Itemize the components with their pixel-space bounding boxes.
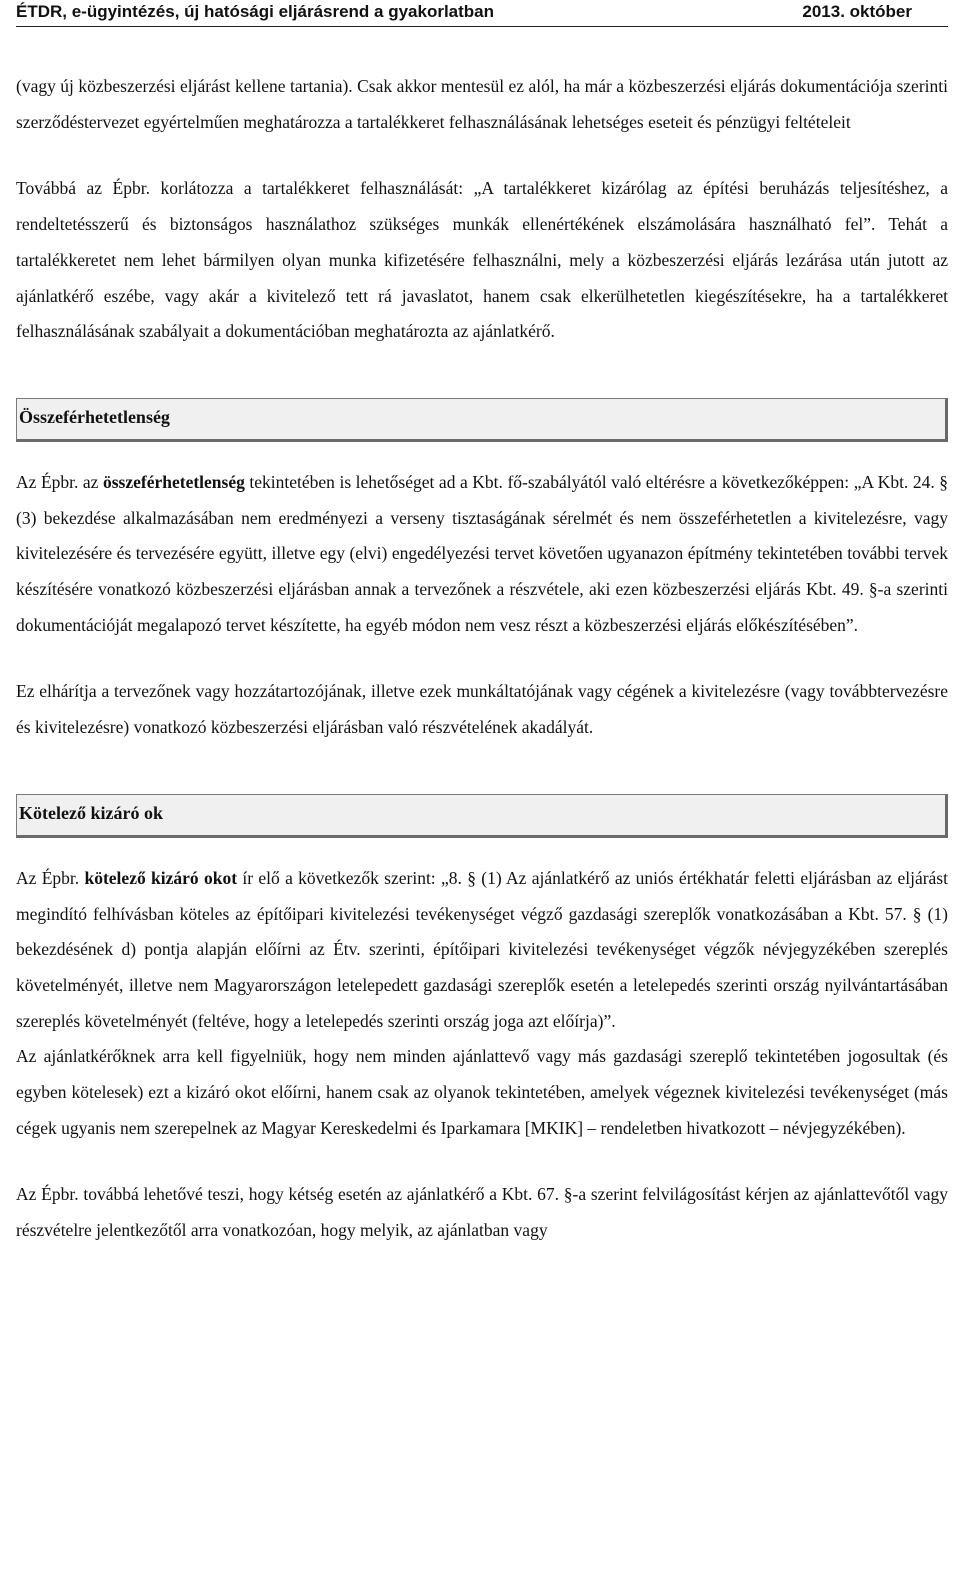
paragraph-6: Az ajánlatkérőknek arra kell figyelniük, hogy nem minden ajánlattevő vagy más gazdasági szereplő tekintetében jogosultak (és egyben kötelesek) ezt a kizáró okot előírni, hanem csak az olyanok tekintetében, amelyek végeznek kivitelezési tevékenységet (más cégek ugyanis nem szerepelnek az Magyar Kereskedelmi és Iparkamara [MKIK] – rendeletben hivatkozott – névjegyzékében). <box>16 1046 948 1138</box>
paragraph-3 <box>16 465 948 644</box>
document-body <box>16 69 948 1249</box>
paragraph-2: Továbbá az Épbr. korlátozza a tartalékkeret felhasználását: „A tartalékkeret kizárólag az építési beruházás teljesítéshez, a rendeltetésszerű és biztonságos használathoz szükséges munkák ellenértékének elszámolására használható fel”. Tehát a tartalékkeretet nem lehet bármilyen olyan munka kifizetésére felhasználni, mely a közbeszerzési eljárás lezárása után jutott az ajánlatkérő eszébe, vagy akár a kivitelező tett rá javaslatot, hanem csak elkerülhetetlen kiegészítésekre, ha a tartalékkeret felhasználásának szabályait a dokumentációban meghatározta az ajánlatkérő. <box>16 178 948 342</box>
section-heading-osszeferhetetlenseg <box>16 398 948 442</box>
paragraph-4: Ez elhárítja a tervezőnek vagy hozzátartozójának, illetve ezek munkáltatójának vagy cégének a kivitelezésre (vagy továbbtervezésre és kivitelezésre) vonatkozó közbeszerzési eljárásban való részvételének akadályát. <box>16 681 948 738</box>
page-header <box>16 0 948 27</box>
section-heading-text: Kötelező kizáró ok <box>19 802 163 823</box>
paragraph-7: Az Épbr. továbbá lehetővé teszi, hogy kétség esetén az ajánlatkérő a Kbt. 67. §-a szerint felvilágosítást kérjen az ajánlattevőtől vagy részvételre jelentkezőtől arra vonatkozóan, hogy melyik, az ajánlatban vagy <box>16 1184 948 1241</box>
paragraph-1: (vagy új közbeszerzési eljárást kellene tartania). Csak akkor mentesül ez alól, ha már a közbeszerzési eljárás dokumentációja szerinti szerződéstervezet egyértelműen meghatározza a tartalékkeret felhasználásának lehetséges eseteit és pénzügyi feltételeit <box>16 76 948 132</box>
p5-bold-term: kötelező kizáró okot <box>84 867 238 888</box>
header-title: ÉTDR, e-ügyintézés, új hatósági eljárásrend a gyakorlatban <box>16 2 495 21</box>
p5-text-a: Az Épbr. <box>16 867 85 888</box>
header-date: 2013. október <box>802 2 912 21</box>
p3-text-c: tekintetében is lehetőséget ad a Kbt. fő-szabályától való eltérésre a következőképpen: „A Kbt. 24. § (3) bekezdése alkalmazásában nem eredményezi a verseny tisztaságának sérelmét és nem összeférhetetlen a kivitelezésre, vagy kivitelezésére és tervezésére együtt, illetve egy (elvi) engedélyezési tervet követően ugyanazon építmény tekintetében további tervek készítésére vonatkozó közbeszerzési eljárásban annak a tervezőnek a részvétele, aki ezen közbeszerzési eljárás Kbt. 49. §-a szerinti dokumentációját megalapozó tervet készítette, ha egyéb módon nem vesz részt a közbeszerzési eljárás előkészítésében”. <box>16 471 949 635</box>
section-heading-text: Összeférhetetlenség <box>19 406 170 427</box>
p3-bold-term: összeférhetetlenség <box>102 471 245 492</box>
p3-text-a: Az Épbr. az <box>16 471 103 492</box>
paragraph-5 <box>16 861 948 1040</box>
p5-text-c: ír elő a következők szerint: „8. § (1) Az ajánlatkérő az uniós értékhatár feletti eljárásban az eljárást megindító felhívásban köteles az építőipari kivitelezési tevékenységet végző gazdasági szereplők vonatkozásában a Kbt. 57. § (1) bekezdésének d) pontja alapján előírni az Étv. szerinti, építőipari kivitelezési tevékenységet végzők névjegyzékében szereplés követelményét, illetve nem Magyarországon letelepedett gazdasági szereplők esetén a letelepedés szerinti ország nyilvántartásában szereplés követelményét (feltéve, hogy a letelepedés szerinti ország joga azt előírja)”. <box>16 867 948 1031</box>
section-heading-kotelezo-kizaro-ok <box>16 794 948 838</box>
